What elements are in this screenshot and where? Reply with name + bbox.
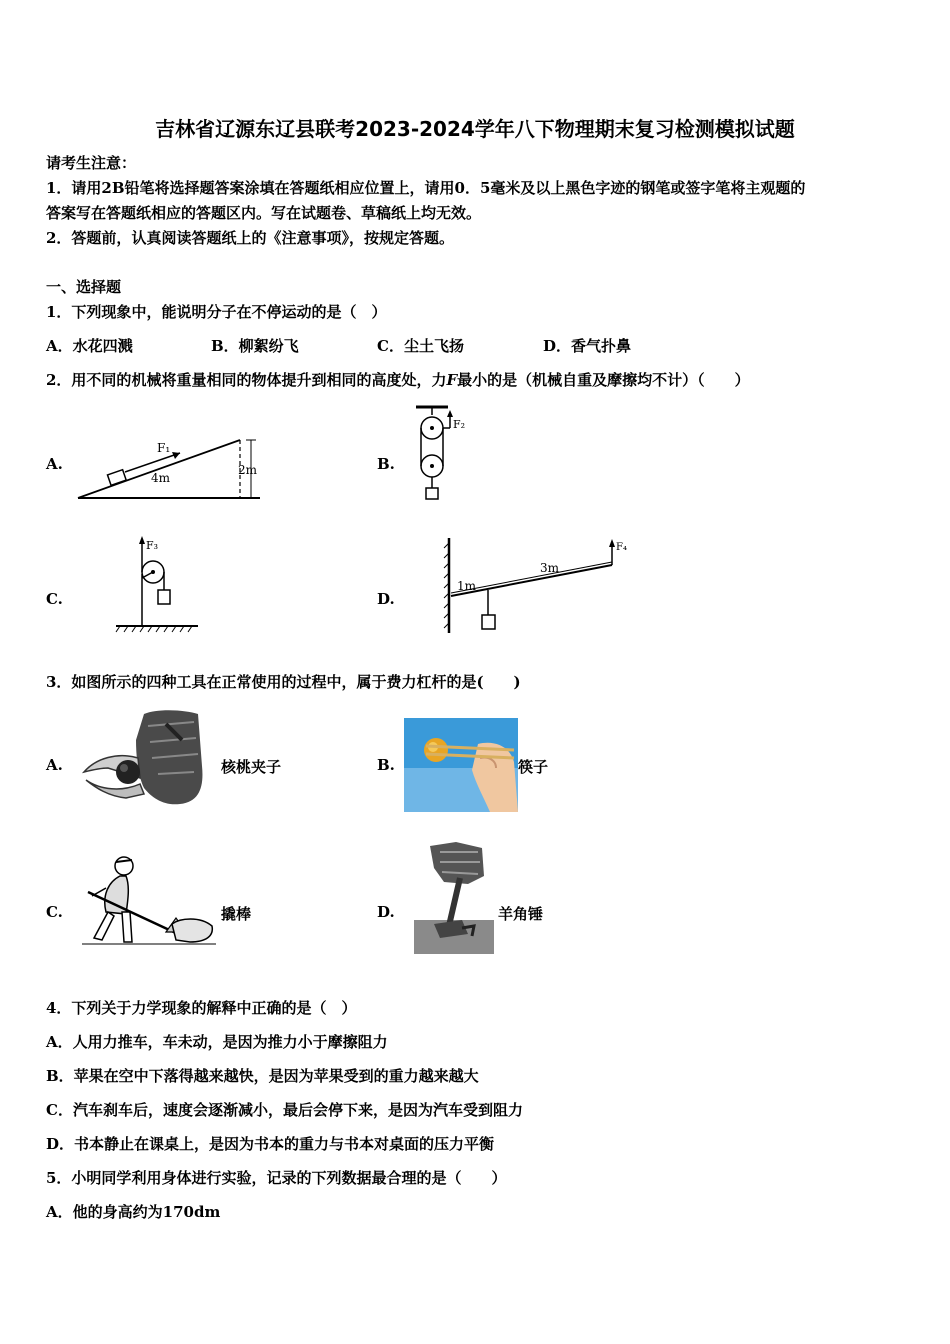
q3-option-b-label: B. — [377, 756, 395, 774]
q3-option-a-label: A. — [46, 756, 63, 774]
q2-d-long-arm-label: 3m — [540, 561, 560, 575]
q2-option-c-label: C. — [46, 590, 63, 608]
q2-figure-a-incline — [75, 432, 265, 504]
q4-option-d: D．书本静止在课桌上，是因为书本的重力与书本对桌面的压力平衡 — [46, 1135, 495, 1153]
q1-option-c: C．尘土飞扬 — [377, 337, 464, 355]
notice-line-1b: 答案写在答题纸相应的答题区内。写在试题卷、草稿纸上均无效。 — [46, 204, 482, 222]
q2-stem-post: 最小的是（机械自重及摩擦均不计）（ ） — [457, 371, 750, 389]
q2-stem-pre: 2．用不同的机械将重量相同的物体提升到相同的高度处，力 — [46, 371, 447, 389]
notice-line-1a: 1．请用2B铅笔将选择题答案涂填在答题纸相应位置上，请用0．5毫米及以上黑色字迹的钢笔或签字笔将主观题的 — [46, 179, 806, 197]
q3-option-d-label: D. — [377, 903, 395, 921]
q3-figure-d-claw-hammer — [412, 838, 496, 956]
q2-b-force-label: F₂ — [453, 418, 466, 431]
q4-option-a: A．人用力推车，车未动，是因为推力小于摩擦阻力 — [46, 1033, 388, 1051]
section-heading: 一、选择题 — [46, 278, 122, 296]
q3-option-c-name: 撬棒 — [221, 905, 252, 923]
q3-option-a-name: 核桃夹子 — [221, 758, 282, 776]
q1-stem: 1．下列现象中，能说明分子在不停运动的是（ ） — [46, 303, 387, 321]
q2-stem — [46, 370, 750, 390]
q3-option-d-name: 羊角锤 — [498, 905, 544, 923]
q4-option-c: C．汽车刹车后，速度会逐渐减小，最后会停下来，是因为汽车受到阻力 — [46, 1101, 523, 1119]
q1-option-b: B．柳絮纷飞 — [211, 337, 299, 355]
q2-stem-force-symbol: F — [446, 371, 458, 389]
q2-figure-b-pulley-system — [410, 402, 470, 506]
q2-figure-c-fixed-pulley — [112, 532, 202, 636]
q3-figure-b-chopsticks — [404, 718, 518, 812]
q2-c-force-label: F₃ — [146, 539, 159, 552]
q1-option-d: D．香气扑鼻 — [543, 337, 632, 355]
notice-line-2: 2．答题前，认真阅读答题纸上的《注意事项》，按规定答题。 — [46, 229, 454, 247]
q3-figure-a-nutcracker — [78, 706, 210, 806]
q2-a-length-label: 4m — [151, 471, 171, 485]
q2-d-short-arm-label: 1m — [457, 579, 477, 593]
q1-option-a: A．水花四溅 — [46, 337, 133, 355]
q2-option-a-label: A. — [46, 455, 63, 473]
q5-stem: 5．小明同学利用身体进行实验，记录的下列数据最合理的是（ ） — [46, 1169, 507, 1187]
q4-stem: 4．下列关于力学现象的解释中正确的是（ ） — [46, 999, 357, 1017]
q2-figure-d-lever — [440, 535, 630, 635]
q2-d-force-label: F₄ — [616, 542, 627, 553]
q2-a-force-label: F₁ — [157, 441, 171, 455]
notice-heading: 请考生注意： — [46, 154, 137, 172]
q3-option-b-name: 筷子 — [518, 758, 549, 776]
page-title: 吉林省辽源东辽县联考2023-2024学年八下物理期末复习检测模拟试题 — [155, 117, 795, 141]
q5-option-a: A．他的身高约为170dm — [46, 1203, 221, 1221]
q4-option-b: B．苹果在空中下落得越来越快，是因为苹果受到的重力越来越大 — [46, 1067, 479, 1085]
q3-stem: 3．如图所示的四种工具在正常使用的过程中，属于费力杠杆的是( ) — [46, 673, 521, 691]
q2-a-height-label: 2m — [238, 463, 258, 477]
q3-option-c-label: C. — [46, 903, 63, 921]
q2-option-b-label: B. — [377, 455, 395, 473]
q2-option-d-label: D. — [377, 590, 395, 608]
q3-figure-c-crowbar — [82, 852, 216, 952]
